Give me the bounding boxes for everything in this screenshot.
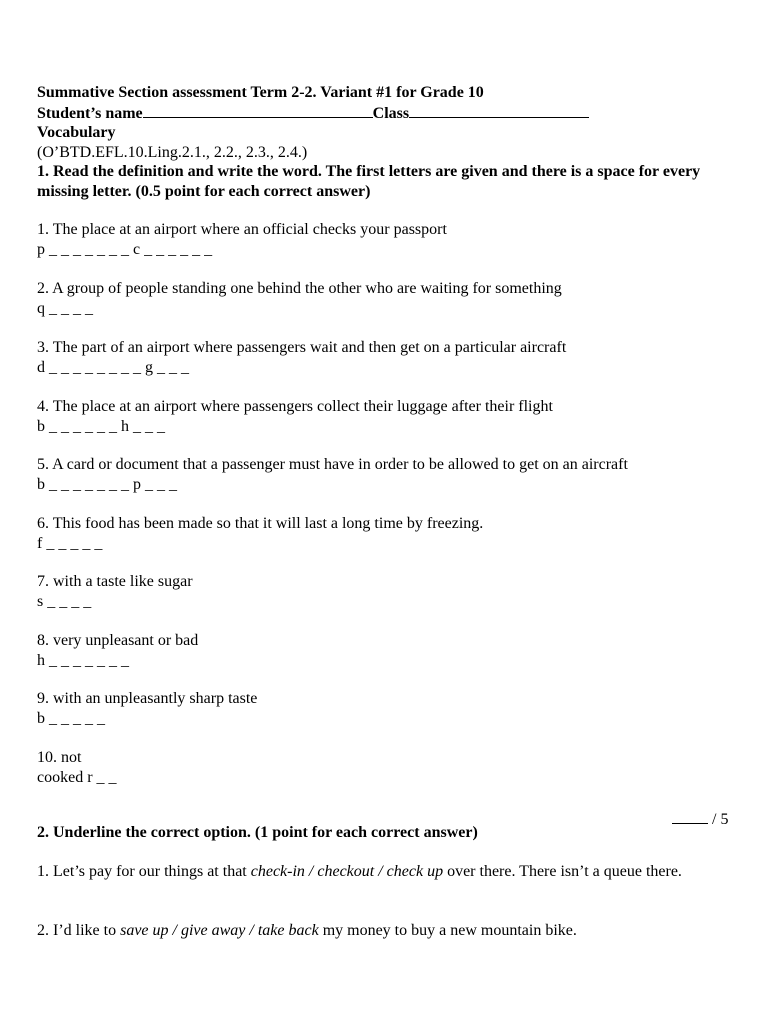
item-definition: 6. This food has been made so that it will last a long time by freezing. [37,515,484,532]
item-definition: 2. A group of people standing one behind the other who are waiting for something [37,280,562,297]
item-answer-blanks[interactable]: d _ _ _ _ _ _ _ _ g _ _ _ [37,358,189,376]
item-text-after: over there. There isn’t a queue there. [443,863,682,880]
item-definition: 9. with an unpleasantly sharp taste [37,690,258,707]
task1-item [37,279,737,318]
item-answer-blanks[interactable]: p _ _ _ _ _ _ _ c _ _ _ _ _ _ [37,240,213,258]
task2-instruction: 2. Underline the correct option. (1 point for each correct answer) [37,824,478,841]
item-definition: 8. very unpleasant or bad [37,632,199,649]
task2-item [37,921,697,941]
item-answer-blanks[interactable]: b _ _ _ _ _ _ h _ _ _ [37,417,165,435]
item-answer-blanks[interactable]: s _ _ _ _ [37,592,92,610]
task1-item [37,631,737,670]
student-name-label: Student’s name [37,104,143,122]
task1-instruction: 1. Read the definition and write the word. The first letters are given and there is a space for every missing letter. (0.5 point for each correct answer) [37,163,701,200]
item-definition: 1. The place at an airport where an official checks your passport [37,221,447,238]
task1-item [37,748,737,787]
curriculum-code: (O’BTD.EFL.10.Ling.2.1., 2.2., 2.3., 2.4.) [37,143,308,161]
item-answer-blanks[interactable]: b _ _ _ _ _ [37,709,105,727]
item-definition: 3. The part of an airport where passengers wait and then get on a particular aircraft [37,339,567,356]
item-answer-blanks[interactable]: cooked r _ _ [37,768,117,786]
item-definition: 10. not [37,749,82,766]
worksheet-header [37,83,737,201]
student-info-line [37,103,737,124]
item-definition: 4. The place at an airport where passengers collect their luggage after their flight [37,398,553,415]
item-text-before: 1. Let’s pay for our things at that [37,863,251,880]
class-field[interactable] [409,103,589,118]
score-field[interactable] [672,809,708,824]
task1-item [37,338,737,377]
task1-item [37,220,737,259]
answer-options[interactable]: save up / give away / take back [120,922,319,939]
item-definition: 5. A card or document that a passenger must have in order to be allowed to get on an aircraft [37,456,628,473]
score-total: / 5 [712,811,729,828]
item-answer-blanks[interactable]: f _ _ _ _ _ [37,534,103,552]
section-heading-vocabulary: Vocabulary [37,124,116,141]
item-answer-blanks[interactable]: b _ _ _ _ _ _ _ p _ _ _ [37,475,177,493]
task2-item [37,862,697,882]
item-text-after: my money to buy a new mountain bike. [318,922,577,939]
item-answer-blanks[interactable]: q _ _ _ _ [37,299,93,317]
answer-options[interactable]: check-in / checkout / check up [250,863,444,880]
task1-item [37,689,737,728]
student-name-field[interactable] [143,103,373,118]
task1-item [37,455,737,494]
task1-item [37,514,737,553]
item-text-before: 2. I’d like to [37,922,121,939]
class-label: Class [372,104,410,122]
assessment-title: Summative Section assessment Term 2-2. Variant #1 for Grade 10 [37,84,484,101]
item-answer-blanks[interactable]: h _ _ _ _ _ _ _ [37,651,129,669]
task1-item [37,572,737,611]
item-definition: 7. with a taste like sugar [37,573,193,590]
task1-item [37,397,737,436]
